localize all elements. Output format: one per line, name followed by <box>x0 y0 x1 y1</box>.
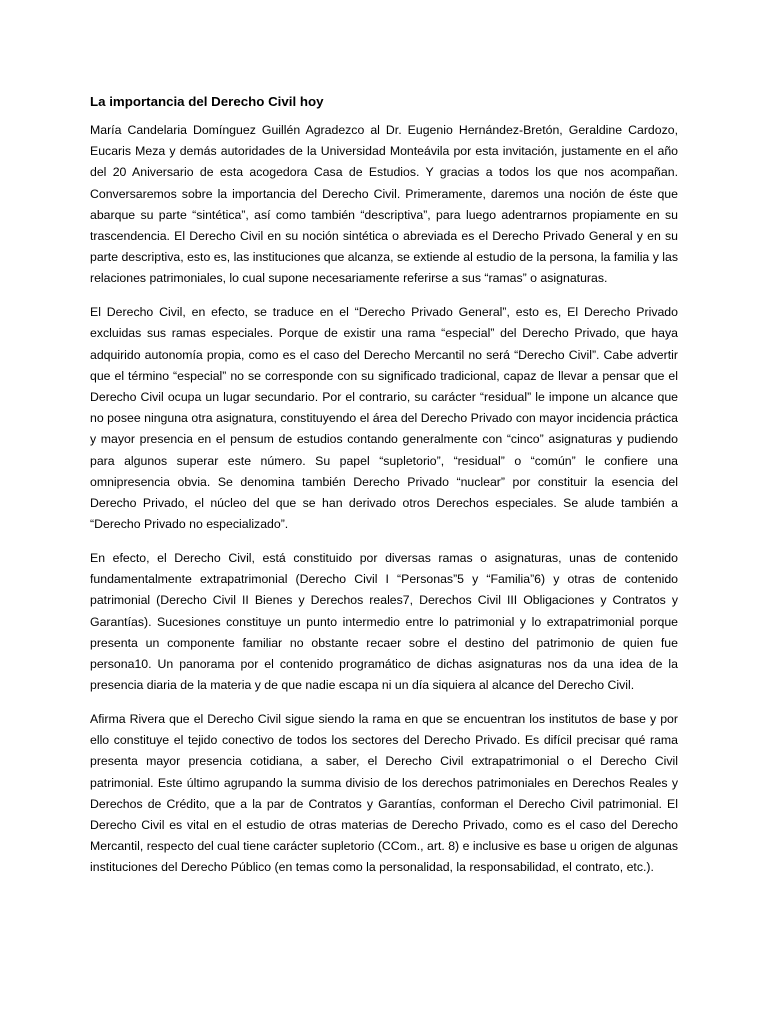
document-title: La importancia del Derecho Civil hoy <box>90 94 324 109</box>
paragraph-4: Afirma Rivera que el Derecho Civil sigue siendo la rama en que se encuentran los institutos de base y por ello constituye el tejido conectivo de todos los sectores del Derecho Privado. Es difícil precisar qué rama presenta mayor presencia cotidiana, a saber, el Derecho Civil extrapatrimonial o el Derecho Civil patrimonial. Este último agrupando la summa divisio de los derechos patrimoniales en Derechos Reales y Derechos de Crédito, que a la par de Contratos y Garantías, conforman el Derecho Civil patrimonial. El Derecho Civil es vital en el estudio de otras materias de Derecho Privado, como es el caso del Derecho Mercantil, respecto del cual tiene carácter supletorio (CCom., art. 8) e inclusive es base u origen de algunas instituciones del Derecho Público (en temas como la personalidad, la responsabilidad, el contrato, etc.). <box>90 712 678 875</box>
paragraph-1: María Candelaria Domínguez Guillén Agradezco al Dr. Eugenio Hernández-Bretón, Geraldine Cardozo, Eucaris Meza y demás autoridades de la Universidad Monteávila por esta invitación, justamente en el año del 20 Aniversario de esta acogedora Casa de Estudios. Y gracias a todos los que nos acompañan. Conversaremos sobre la importancia del Derecho Civil. Primeramente, daremos una noción de éste que abarque su parte “sintética”, así como también “descriptiva”, para luego adentrarnos propiamente en su trascendencia. El Derecho Civil en su noción sintética o abreviada es el Derecho Privado General y en su parte descriptiva, esto es, las instituciones que alcanza, se extiende al estudio de la persona, la familia y las relaciones patrimoniales, lo cual supone necesariamente referirse a sus “ramas” o asignaturas. <box>90 123 678 286</box>
paragraph-3: En efecto, el Derecho Civil, está constituido por diversas ramas o asignaturas, unas de contenido fundamentalmente extrapatrimonial (Derecho Civil I “Personas”5 y “Familia”6) y otras de contenido patrimonial (Derecho Civil II Bienes y Derechos reales7, Derechos Civil III Obligaciones y Contratos y Garantías). Sucesiones constituye un punto intermedio entre lo patrimonial y lo extrapatrimonial porque presenta un componente familiar no obstante recaer sobre el destino del patrimonio de quien fue persona10. Un panorama por el contenido programático de dichas asignaturas nos da una idea de la presencia diaria de la materia y de que nadie escapa ni un día siquiera al alcance del Derecho Civil. <box>90 551 678 693</box>
document-page <box>90 93 678 891</box>
paragraph-2: El Derecho Civil, en efecto, se traduce en el “Derecho Privado General”, esto es, El Derecho Privado excluidas sus ramas especiales. Porque de existir una rama “especial” del Derecho Privado, que haya adquirido autonomía propia, como es el caso del Derecho Mercantil no será “Derecho Civil”. Cabe advertir que el término “especial” no se corresponde con su significado tradicional, capaz de llevar a pensar que el Derecho Civil ocupa un lugar secundario. Por el contrario, su carácter “residual” le impone un alcance que no posee ninguna otra asignatura, constituyendo el área del Derecho Privado con mayor incidencia práctica y mayor presencia en el pensum de estudios contando generalmente con “cinco” asignaturas y pudiendo para algunos superar este número. Su papel “supletorio”, “residual” o “común” le confiere una omnipresencia obvia. Se denomina también Derecho Privado “nuclear” por constituir la esencia del Derecho Privado, el núcleo del que se han derivado otros Derechos especiales. Se alude también a “Derecho Privado no especializado”. <box>90 305 678 532</box>
